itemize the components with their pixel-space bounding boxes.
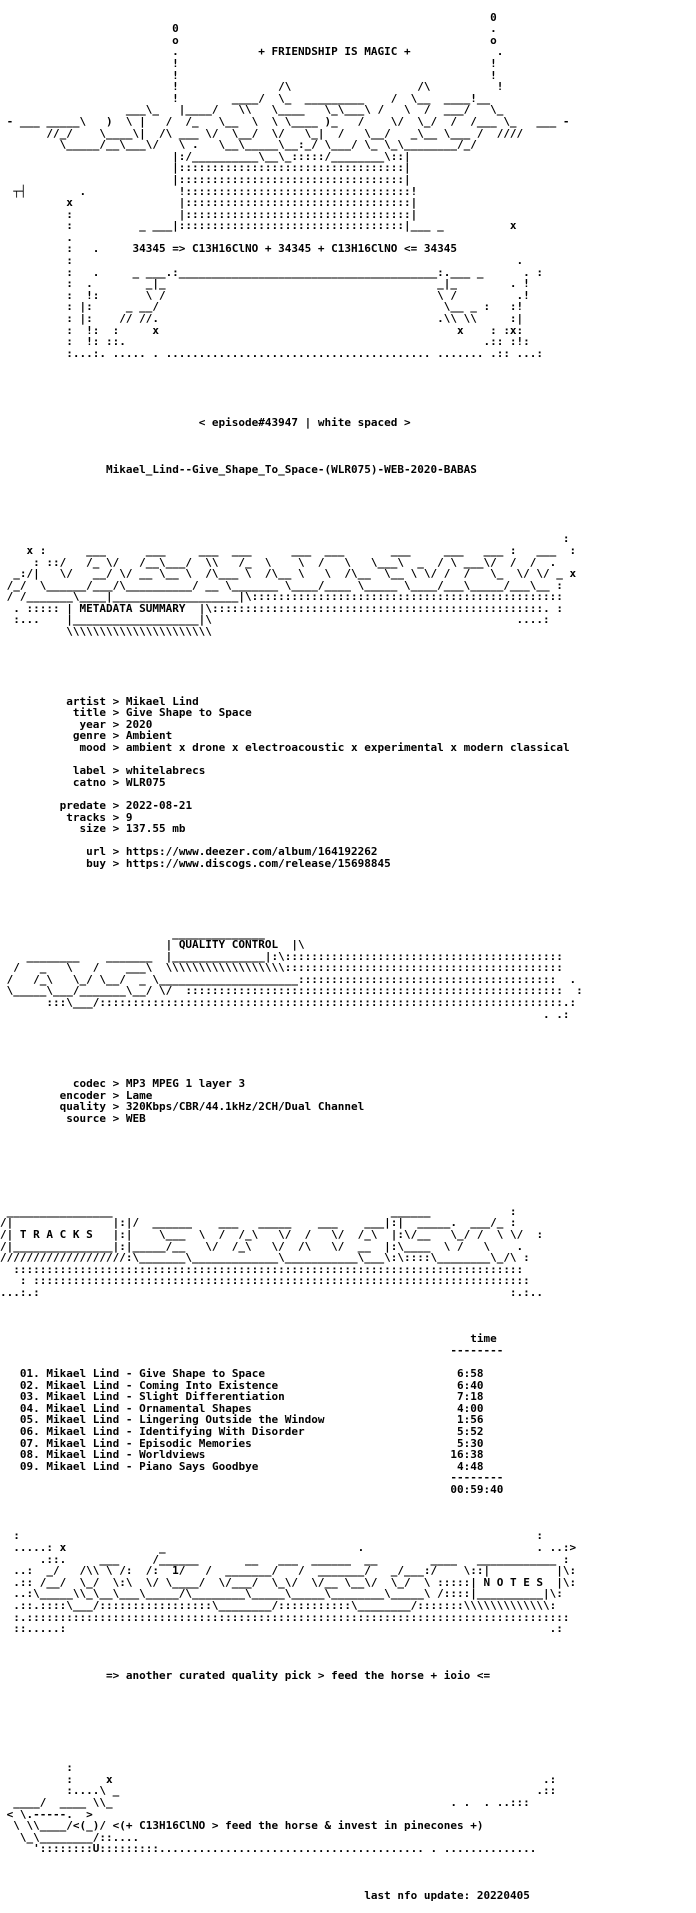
meta-genre: genre > Ambient [72,729,173,743]
episode-line [0,417,696,429]
track-time: 4:00 [457,1401,484,1415]
meta-key: genre [72,729,106,743]
footer-tagline: <(+ C13H16ClNO > feed the horse & invest in pinecones +) [112,1819,484,1833]
quality-value: MP3 MPEG 1 layer 3 [125,1077,246,1091]
track-num: 05. [19,1413,40,1427]
metadata-banner: : x : ___ ___ ___ ___ ___ ___ ___ ___ ___ : ___ : : ::/ /_ \/ /__\___/ \\ /_ \ \ / \ \___\ _ / \ ___\/ / / . _:/| \/ __/ \/ __ \__ \ /\___ \ /\__ \ \ /\__ \__ \ \/ / / \_ \/ \/ _ x /_/ \______/___/\__________/ __ \_______ \____/____ \_____ \____/___\_____/___\__ : / /_______\____|___________________|\::::::::::::::::::::::::::::::::::::::::::::::: . ::::: | METADATA SUMMARY |\::::::::::::::::::::::::::::::::::::::::::::::::::. : :... |___________________|\ ....: \\\\\\\\\\\\\\\\\\\\\\ [6,532,577,639]
track-num: 04. [19,1401,40,1415]
track-num: 09. [19,1459,40,1473]
meta-key: artist [66,694,106,708]
meta-artist: artist > Mikael Lind [66,694,199,708]
track-title: Worldviews [139,1448,206,1462]
meta-value: 2022-08-21 [125,798,193,812]
meta-tracks: tracks > 9 [66,810,133,824]
track-row: 07. Mikael Lind - Episodic Memories 5:30 [19,1436,484,1450]
track-row: 03. Mikael Lind - Slight Differentiation 7:18 [19,1390,484,1404]
track-time: 4:48 [457,1459,484,1473]
tracklist: time -------- 01. Mikael Lind - Give Shape to Space 6:58 02. Mikael Lind - Coming Into Existence 6:40 03. Mikael Lind - Slight Differentiation 7:18 04. Mikael Lind - Ornamental Shapes 4:00 05. Mikael Lind - Lingering Outside the Window 1:56 06. Mikael Lind - Identifying With Disorder 5:52 07. Mikael Lind - Episodic Memories 5:30 08. Mikael Lind - Worldviews 16:38 09. Mikael Lind - Piano Says Goodbye 4:48 -------- 00:59:40 [0,1333,696,1495]
track-time: 6:58 [457,1367,484,1381]
track-num: 06. [19,1425,40,1439]
track-time: 1:56 [457,1413,484,1427]
footer-update-line [0,1890,696,1902]
episode-text: < episode#43947 | white spaced > [198,416,411,430]
meta-key: year [79,717,106,731]
quality-key: quality [59,1100,106,1114]
footer-art: : : x .: :....\ _ .:: ____/ ____ \\_ . . . ..::: < \.-----. > \ \\____/<(_)/ <(+ C13H16ClNO > feed the horse & invest in pinecones +) \_\________/::.... '::::::::U:::::::::........................................ . .............. [6,1761,557,1856]
track-num: 02. [19,1378,40,1392]
quality-value: Lame [125,1088,153,1102]
track-time: 5:52 [457,1425,484,1439]
meta-value: Mikael Lind [125,694,199,708]
quality-value: 320Kbps/CBR/44.1kHz/2CH/Dual Channel [125,1100,365,1114]
formula-line: 34345 => C13H16ClNO + 34345 + C13H16ClNO <= 34345 [132,242,457,256]
meta-size: size > 137.55 mb [79,822,186,836]
meta-buy-link[interactable]: https://www.discogs.com/release/15698845 [125,856,391,870]
meta-value: WLR075 [125,775,166,789]
time-header-label: time [470,1332,497,1346]
track-time: 7:18 [457,1390,484,1404]
meta-value: Ambient [125,729,173,743]
track-title: Coming Into Existence [139,1378,279,1392]
meta-value: 137.55 mb [125,822,186,836]
meta-value: Give Shape to Space [125,706,252,720]
meta-key: predate [59,798,106,812]
quality-banner: ______________ | QUALITY CONTROL |\ ________ _______ |______________|:\:::::::::::::::::::::::::::::::::::::::::: / _ \ / ___\ \\\\\\\\\\\\\\\\\\:::::::::::::::::::::::::::::::::::::::::: / /_\ \_/ \__/ _ \_____________________::::::::::::::::::::::::::::::::::::::: . \_____\___/_______\__/ \/ ::::::::::::::::::::::::::::::::::::::::::::::::::::::::: : :::\___/::::::::::::::::::::::::::::::::::::::::::::::::::::::::::::::::::::::.: . .: [6,926,583,1021]
notes-line [0,1670,696,1682]
notes-banner: : : .....: x _ . . ..:> .::. ___ /______ __ ___ ______ __ ____ ____________ : ..: _/ /\\ \ /: /: 1/ / _______/ / _______/ _/___:/ \::| |\: .:: /__/ \_/ \:\ \/ \____/ \/___/ \_\/ \/__ \__\/ \_/ \ :::::| N O T E S |\: ..:\_____\\_\__\___\_____/\________\_____\_____\________\_____\ /::::|__________|\: .::.::::\___/:::::::::::::::::\________/:::::::::::\________/:::::::\\\\\\\\\\\\\: :.:::::::::::::::::::::::::::::::::::::::::::::::::::::::::::::::::::::::::::::::::: ::.....: .: [13,1529,577,1636]
track-row: 02. Mikael Lind - Coming Into Existence 6:40 [19,1378,484,1392]
track-num: 01. [19,1367,40,1381]
last-update: last nfo update: 20220405 [364,1888,530,1902]
track-num: 07. [19,1436,40,1450]
metadata-title: METADATA SUMMARY [79,601,186,615]
release-line [0,464,696,476]
meta-key: url [86,845,106,859]
quality-quality: quality > 320Kbps/CBR/44.1kHz/2CH/Dual Channel [59,1100,365,1114]
quality-value: WEB [125,1112,146,1125]
quality-codec: codec > MP3 MPEG 1 layer 3 [72,1077,246,1091]
track-time: 5:30 [457,1436,484,1450]
meta-value: 2020 [125,717,153,731]
quality-key: codec [72,1077,106,1091]
time-header [0,1332,497,1345]
track-artist: Mikael Lind [46,1390,120,1404]
track-title: Episodic Memories [139,1436,252,1450]
meta-key: label [72,764,106,778]
release-name: Mikael_Lind--Give_Shape_To_Space-(WLR075)-WEB-2020-BABAS [105,462,477,476]
nfo-title: + FRIENDSHIP IS MAGIC + [258,45,411,59]
track-row: 06. Mikael Lind - Identifying With Disorder 5:52 [19,1425,484,1439]
meta-label: label > whitelabrecs [72,764,206,778]
meta-key: mood [79,741,106,754]
meta-key: title [72,706,106,720]
track-artist: Mikael Lind [46,1436,120,1450]
quality-key: source [66,1112,106,1125]
track-num: 08. [19,1448,40,1462]
track-time: 6:40 [457,1378,484,1392]
track-artist: Mikael Lind [46,1401,120,1415]
track-time: 16:38 [450,1448,484,1462]
quality-title: QUALITY CONTROL [178,938,279,952]
meta-key: buy [86,856,106,870]
meta-year: year > 2020 [79,717,153,731]
meta-key: catno [72,775,106,789]
track-artist: Mikael Lind [46,1413,120,1427]
total-time [0,1483,503,1496]
track-artist: Mikael Lind [46,1378,120,1392]
meta-value: 9 [125,810,133,824]
quality-block [0,1078,696,1124]
track-num: 03. [19,1390,40,1404]
track-artist: Mikael Lind [46,1448,120,1462]
track-artist: Mikael Lind [46,1367,120,1381]
track-row: 01. Mikael Lind - Give Shape to Space 6:58 [19,1367,484,1381]
track-row: 09. Mikael Lind - Piano Says Goodbye 4:48 [19,1459,484,1473]
header-art: 0 0 . o o . + FRIENDSHIP IS MAGIC + . ! ! ! ! ! /\ /\ ! ! ____/ \_ _________ / \__ ____!__ ___\_ |____/ \\ \____ \_\___\ / \ / ___/ \_ - ___ _____\ ) \ | / /_ \__ \ \ \____ )_ / \/ \_/ / /___ \_ ___ - //_/ \____\| /\ ___ \/ \__/ \/ \_| / \__/ _\__ \___ / //// \_____/__\___\/ \ . \__\_____\__:_/ \___/ \_ \_\________/_/ |:/__________\__\_:::::/________\::| |::::::::::::::::::::::::::::::::::| |::::::::::::::::::::::::::::::::::| ┬┤ . !::::::::::::::::::::::::::::::::::! x |::::::::::::::::::::::::::::::::::| : |::::::::::::::::::::::::::::::::::| : _ ___|::::::::::::::::::::::::::::::::::|___ _ x . : . 34345 => C13H16ClNO + 34345 + C13H16ClNO <= 34345 : . : . _ ___.:_______________________________________:.___ _ . : : . _|_ _|_ . ! : !: \ / \ / .! : |: _ __/ \__ _ : :! : |: // //. .\\ \\ :| : !: : x x : :x: : !: ::. .:: :!: :...:. ..... . ........................................ ....... .:: ...: [6,10,570,360]
track-title: Piano Says Goodbye [139,1459,259,1473]
track-title: Slight Differentiation [139,1390,285,1404]
notes-text: => another curated quality pick > feed the horse + ioio <= [105,1668,491,1682]
meta-predate: predate > 2022-08-21 [59,798,193,812]
track-row: 08. Mikael Lind - Worldviews 16:38 [19,1448,484,1462]
quality-source: source > WEB [66,1112,146,1125]
tracks-banner: ________________ ______ : /| |:|/ ______ ___ _____ ___ ___|:| _____. ___/_ : /| T R A C K S |:| \___ \ / /_\ \/ / \/ /_\ |:\/__ \_/ / \ \/ : /|_______________|:|_____/__ \/ /_\ \/ /\ \/ __ |:\____ \ / \ . ///////////////////:\_______\_____________\___________\___\:\::::\________\_/\ : ::::::::::::::::::::::::::::::::::::::::::::::::::::::::::::::::::::::::::::: : ::::::::::::::::::::::::::::::::::::::::::::::::::::::::::::::::::::::::::: ...:.: :.:.. [0,1204,544,1299]
track-artist: Mikael Lind [46,1459,120,1473]
meta-mood: mood > ambient x drone x electroacoustic x experimental x modern classical [79,741,570,754]
meta-key: size [79,822,106,836]
track-artist: Mikael Lind [46,1425,120,1439]
metadata-block [0,696,696,870]
meta-key: tracks [66,810,106,824]
quality-key: encoder [59,1088,106,1102]
quality-encoder: encoder > Lame [59,1088,153,1102]
meta-url: url > https://www.deezer.com/album/164192262 [86,845,378,859]
track-row: 04. Mikael Lind - Ornamental Shapes 4:00 [19,1401,484,1415]
meta-value: ambient x drone x electroacoustic x experimental x modern classical [125,741,570,754]
track-title: Lingering Outside the Window [139,1413,325,1427]
track-title: Give Shape to Space [139,1367,265,1381]
meta-title: title > Give Shape to Space [72,706,252,720]
track-title: Ornamental Shapes [139,1401,252,1415]
notes-title: N O T E S [483,1575,544,1589]
total-time-value: 00:59:40 [450,1483,504,1496]
track-title: Identifying With Disorder [139,1425,305,1439]
track-row: 05. Mikael Lind - Lingering Outside the Window 1:56 [19,1413,484,1427]
meta-buy: buy > https://www.discogs.com/release/15698845 [86,856,391,870]
meta-url-link[interactable]: https://www.deezer.com/album/164192262 [125,845,378,859]
meta-catno: catno > WLR075 [72,775,166,789]
tracks-title: T R A C K S [19,1227,93,1241]
meta-value: whitelabrecs [125,764,206,778]
